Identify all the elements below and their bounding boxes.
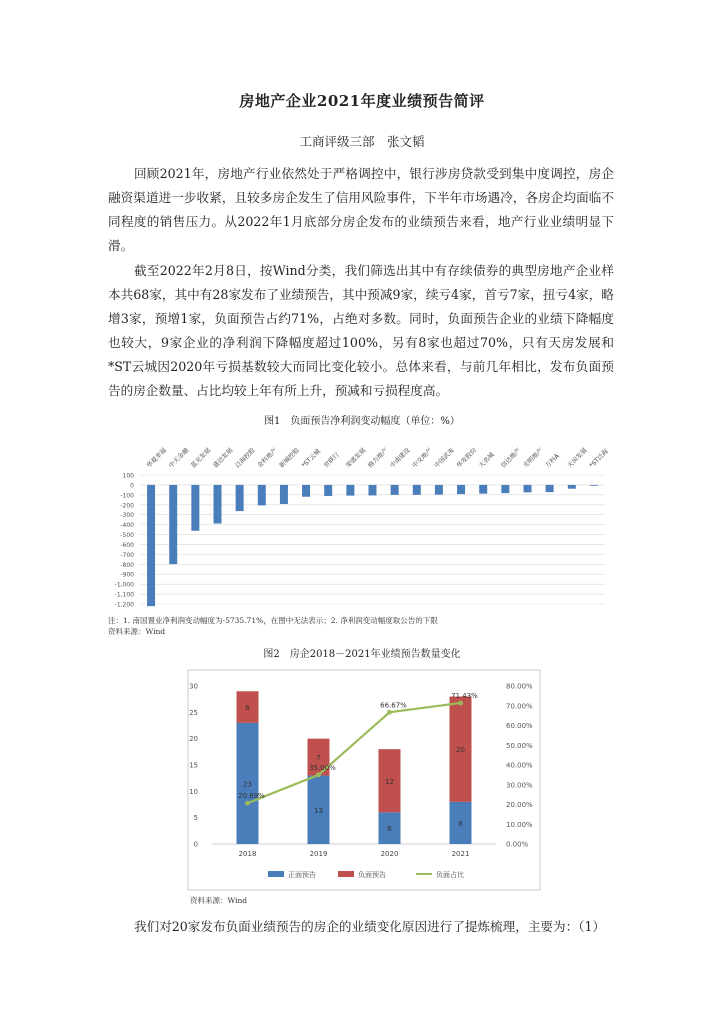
fig2-ratio-label: 71.43%	[451, 691, 478, 700]
fig2-positive-label: 6	[387, 825, 392, 834]
fig1-bar	[524, 485, 532, 492]
fig2-category-label: 2020	[380, 850, 399, 858]
fig1-category-label: *ST泛海	[588, 448, 610, 470]
fig1-y-tick-label: -700	[120, 551, 134, 559]
fig2-y2-tick-label: 70.00%	[506, 702, 533, 711]
fig1-bar	[302, 485, 310, 497]
fig1-category-label: 中天金融	[167, 446, 191, 470]
fig2-y-tick-label: 15	[189, 761, 198, 770]
fig1-bar	[457, 485, 465, 494]
fig2-y-tick-label: 10	[189, 787, 198, 796]
fig1-category-label: 大名城	[477, 451, 496, 470]
fig2-ratio-label: 20.69%	[238, 792, 265, 801]
fig2-y-tick-label: 0	[193, 840, 198, 849]
author-byline: 工商评级三部 张文韬	[299, 134, 425, 149]
fig2-y2-tick-label: 50.00%	[506, 741, 533, 750]
fig2-y2-tick-label: 30.00%	[506, 781, 533, 790]
document-title: 房地产企业2021年度业绩预告简评	[239, 92, 485, 110]
fig2-legend-swatch	[338, 871, 354, 877]
fig2-y2-tick-label: 80.00%	[506, 682, 533, 691]
fig2-ratio-label: 35.00%	[309, 763, 336, 772]
fig2-y-tick-label: 25	[189, 708, 198, 717]
fig1-category-label: 荣盛发展	[344, 446, 368, 470]
fig2-ratio-point	[458, 701, 463, 706]
fig1-category-label: 中交地产	[411, 446, 434, 470]
fig2-legend-label: 负面预告	[358, 871, 386, 879]
fig1-category-label: 新城控股	[278, 446, 301, 470]
fig1-bar	[147, 485, 155, 606]
fig2-ratio-label: 66.67%	[380, 701, 407, 710]
fig2-ratio-point	[245, 801, 250, 806]
fig2-negative-label: 7	[316, 754, 321, 763]
fig1-category-label: 泛海控股	[234, 446, 257, 470]
figure-2-source: 资料来源：Wind	[190, 896, 248, 905]
fig1-category-label: 光明地产	[521, 446, 545, 470]
fig1-category-label: 华发股份	[455, 446, 478, 470]
fig1-bar	[169, 485, 177, 564]
paragraph-3: 我们对20家发布负面业绩预告的房企的业绩变化原因进行了提炼梳理，主要为：（1）	[134, 919, 606, 934]
fig2-positive-label: 8	[458, 819, 463, 828]
fig1-y-tick-label: -500	[120, 532, 134, 540]
fig1-bar	[214, 485, 222, 524]
fig2-category-label: 2018	[238, 850, 257, 858]
fig2-ratio-point	[387, 710, 392, 715]
fig2-y-tick-label: 30	[189, 682, 198, 691]
paragraph-2: 截至2022年2月8日，按Wind分类，我们筛选出其中有存续债券的典型房地产企业样本共68家，其中有28家发布了业绩预告，其中预减9家，续亏4家，首亏7家，扭亏4家，略增3家，预增1家，负面预告占约71%，占绝对多数。同时，负面预告企业的业绩下降幅度也较大，9家企业的净利润下降幅度超过100%，另有8家也超过70%，只有天房发展和*ST云城因2020年亏损基数较大而同比变化较小。总体来看，与前几年相比，发布负面预告的房企数量、占比均较上年有所上升，预减和亏损程度高。	[108, 263, 614, 398]
fig2-ratio-point	[316, 772, 321, 777]
fig1-category-label: 华夏幸福	[145, 446, 168, 470]
figure-2-caption: 图2 房企2018－2021年业绩预告数量变化	[263, 649, 461, 660]
fig1-y-tick-label: -1,100	[114, 591, 134, 599]
figure-2-chart	[0, 664, 724, 894]
fig1-category-label: 中国武夷	[433, 446, 456, 470]
fig1-y-tick-label: -800	[120, 561, 134, 569]
fig1-bar	[501, 485, 509, 493]
figure-1-chart	[0, 418, 724, 618]
fig1-bar	[346, 485, 354, 496]
figure-1-notes	[108, 615, 438, 637]
fig1-category-label: 天房发展	[566, 446, 589, 470]
fig1-bar	[280, 485, 288, 504]
fig1-bar	[435, 485, 443, 495]
fig1-bar	[590, 485, 598, 486]
fig2-y2-tick-label: 10.00%	[506, 820, 533, 829]
fig2-positive-label: 23	[243, 780, 252, 789]
fig1-y-tick-label: -400	[120, 522, 134, 530]
fig2-negative-label: 12	[385, 777, 394, 786]
fig2-legend-label: 负面占比	[436, 871, 464, 879]
fig1-bar	[568, 485, 576, 489]
fig1-y-tick-label: -300	[120, 512, 134, 520]
fig2-positive-label: 13	[314, 806, 323, 815]
fig2-category-label: 2021	[451, 850, 470, 858]
fig1-bar	[236, 485, 244, 511]
fig1-category-label: *ST云城	[300, 448, 322, 470]
fig2-y2-tick-label: 0.00%	[506, 840, 529, 849]
fig2-y2-tick-label: 60.00%	[506, 722, 533, 730]
fig2-y-tick-label: 20	[189, 735, 198, 744]
fig1-category-label: 金科地产	[256, 446, 279, 470]
fig2-legend-label: 正面预告	[288, 871, 316, 879]
fig1-y-tick-label: -1,200	[114, 601, 134, 609]
fig1-category-label: 盛达发展	[211, 446, 235, 470]
fig1-category-label: 信达地产	[499, 446, 523, 470]
fig2-y2-tick-label: 20.00%	[506, 801, 533, 809]
fig1-y-tick-label: 0	[130, 482, 134, 490]
fig1-category-label: 万科A	[544, 452, 561, 470]
figure-1-caption: 图1 负面预告净利润变动幅度（单位：%）	[264, 416, 460, 427]
fig1-y-tick-label: -900	[120, 571, 134, 579]
fig1-bar	[258, 485, 266, 505]
fig1-category-label: 蓝光发展	[189, 446, 213, 470]
fig1-y-tick-label: -600	[120, 541, 134, 549]
fig1-y-tick-label: -100	[120, 492, 134, 500]
fig1-y-tick-label: 100	[122, 472, 134, 480]
fig2-negative-label: 20	[456, 746, 465, 755]
fig1-category-label: 世联行	[322, 451, 341, 470]
fig1-y-tick-label: -200	[120, 502, 134, 510]
fig1-bar	[413, 485, 421, 495]
fig2-y-tick-label: 5	[193, 814, 198, 823]
fig2-negative-label: 6	[245, 704, 250, 713]
fig2-category-label: 2019	[309, 850, 328, 858]
fig1-bar	[324, 485, 332, 496]
fig1-y-tick-label: -1,000	[114, 581, 134, 589]
fig1-bar	[479, 485, 487, 494]
fig1-bar	[391, 485, 399, 495]
figure-1-source: 资料来源：Wind	[108, 627, 166, 636]
fig1-bar	[369, 485, 377, 496]
fig1-bar	[191, 485, 199, 531]
fig1-category-label: 中南建设	[389, 446, 412, 470]
figure-1-note: 注：1. 南国置业净利润变动幅度为-5735.71%，在图中无法表示；2. 净利润变动幅度取公告的下限	[108, 616, 438, 625]
fig1-bar	[546, 485, 554, 492]
fig2-legend-swatch	[268, 871, 284, 877]
fig1-category-label: 格力地产	[366, 446, 390, 470]
paragraph-1: 回顾2021年，房地产行业依然处于严格调控中，银行涉房贷款受到集中度调控，房企融资渠道进一步收紧，且较多房企发生了信用风险事件，下半年市场遇冷，各房企均面临不同程度的销售压力。从2022年1月底部分房企发布的业绩预告来看，地产行业业绩明显下滑。	[108, 166, 614, 253]
fig2-y2-tick-label: 40.00%	[506, 761, 533, 770]
